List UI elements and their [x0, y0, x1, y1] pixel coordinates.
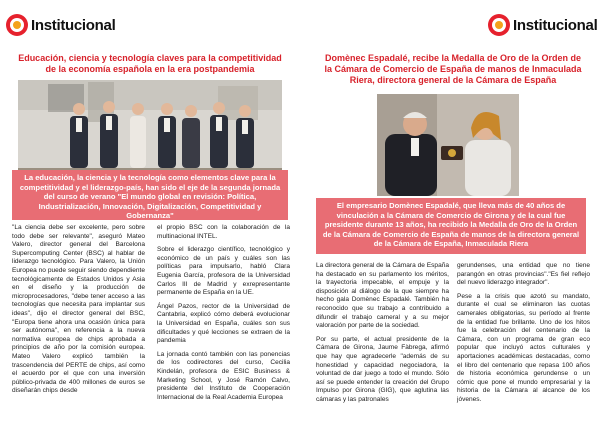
brand-logo-icon: [488, 14, 510, 36]
medal-ceremony-image: [377, 94, 519, 196]
right-page: [300, 0, 600, 424]
body-column-2: [457, 262, 590, 410]
body-column-1: [316, 262, 449, 410]
body-paragraph: "La ciencia debe ser excelente, pero sobre todo debe ser relevante", aseguró Mateo Valero, director general del Barcelona Supercomputing Center (BSC) al hablar de liderazgo tecnológico. Para Valero, la Unión Europea no puede seguir siendo dependiente tecnológicamente de Estados Unidos y Asia en el diseño y la producción de microprocesadores, "debe tener acceso a las tecnologías que necesita para implantar sus ideas", dijo el director general del BSC, "Europa tiene ahora una ocasión única para ser autónoma", en referencia a la nueva normativa europea de chips aprobada a principios de año por la comisión europea. Mateo Valero explicó también la trascendencia del PERTE de chips, así como el acuerdo por el que con una inversión público-privada de 400 millones de euros se diseñarán chips desde: [12, 224, 145, 395]
body-paragraph: Sobre el liderazgo científico, tecnológico y económico de un país y cuáles son las políticas para impulsarlo, habló Clara Eugenia García, profesora de la Universidad Carlos III de Madrid y exrepresentante permanente de España en la UE.: [157, 246, 290, 297]
body-paragraph: Ángel Pazos, rector de la Universidad de Cantabria, explicó cómo deberá evolucionar la Universidad en España, cuáles son sus dificultades y qué lecciones se extraen de la pandemia: [157, 302, 290, 345]
brand-name: Institucional: [31, 16, 116, 34]
body-paragraph: gerundenses, una entidad que no tiene parangón en otras provincias"."Es fiel reflejo del nuevo liderazgo integrador".: [457, 262, 590, 287]
brand-name: Institucional: [513, 16, 598, 34]
brand-logo: [488, 14, 597, 36]
body-column-1: [12, 224, 145, 407]
body-paragraph: La jornada contó también con las ponencias de los codirectores del curso, Cecilia Kindelán, profesora de ESIC Business & Marketing School, y José Ramón Calvo, presidente del Instituto de Cooperación Internacional de la Real Academia Europea: [157, 350, 290, 401]
body-paragraph: Por su parte, el actual presidente de la Cámara de Girona, Jaume Fàbrega, afirmó que hay que agradecerle "además de su honestidad y capacidad negociadora, la voluntad de dar juego a todo el mundo. Sólo así se puede entender la creación del Grupo Impulso por Girona (GIG), que aglutina las cámaras y las patronales: [316, 335, 449, 403]
article-body: [12, 224, 290, 407]
body-paragraph: La directora general de la Cámara de España ha destacado en su parlamento los méritos, la trayectoria impecable, el empuje y la disposición al diálogo de la que siempre ha hecho gala Domènec Espadalé. También ha reconocido que su trabajo a contribuido a difundir el trabajo cameral y a su mejor valoración por parte de la sociedad.: [316, 262, 449, 330]
body-paragraph: el propio BSC con la colaboración de la multinacional INTEL.: [157, 224, 290, 240]
article-headline: Educación, ciencia y tecnología claves para la competitividad de la economía española en la era postpandemia: [18, 53, 282, 74]
article-callout: El empresario Domènec Espadalé, que lleva más de 40 años de vinculación a la Cámara de Comercio de Girona y de la cual fue presidente durante 13 años, ha recibido la Medalla de Oro de la Orden de la Cámara de Comercio de España de manos de la directora general de la Cámara de España, Inmaculada Riera: [316, 198, 586, 254]
article-photo: [377, 94, 519, 196]
body-column-2: [157, 224, 290, 407]
article-callout: La educación, la ciencia y la tecnología como elementos clave para la competitividad y el liderazgo-país, han sido el eje de la segunda jornada del curso de verano "El mundo global en revisión: Política, Industrialización, Innovación, Digitalización, Competitividad y Gobernanza": [12, 170, 288, 220]
article-photo: [18, 80, 282, 182]
article-headline: Domènec Espadalé, recibe la Medalla de Oro de la Orden de la Cámara de Comercio de España de manos de Inmaculada Riera, directora general de la Cámara de España: [324, 53, 582, 85]
article-body: [316, 262, 590, 410]
group-photo-image: [18, 80, 282, 182]
brand-logo-icon: [6, 14, 28, 36]
brand-logo: [6, 14, 115, 36]
body-paragraph: Pese a la crisis que azotó su mandato, durante el cual se eliminaron las cuotas camerales obligatorias, su período al frente de la entidad fue brillante. Uno de los hitos fue la celebración del centenario de la Cámara, con un programa de gran eco popular que incluyó actos culturales y aportaciones académicas destacadas, como el libro del centenario que repasa 100 años de historia económica gerundense o un cómic que pone el mundo empresarial y la historia de la Cámara al alcance de los jóvenes.: [457, 292, 590, 403]
